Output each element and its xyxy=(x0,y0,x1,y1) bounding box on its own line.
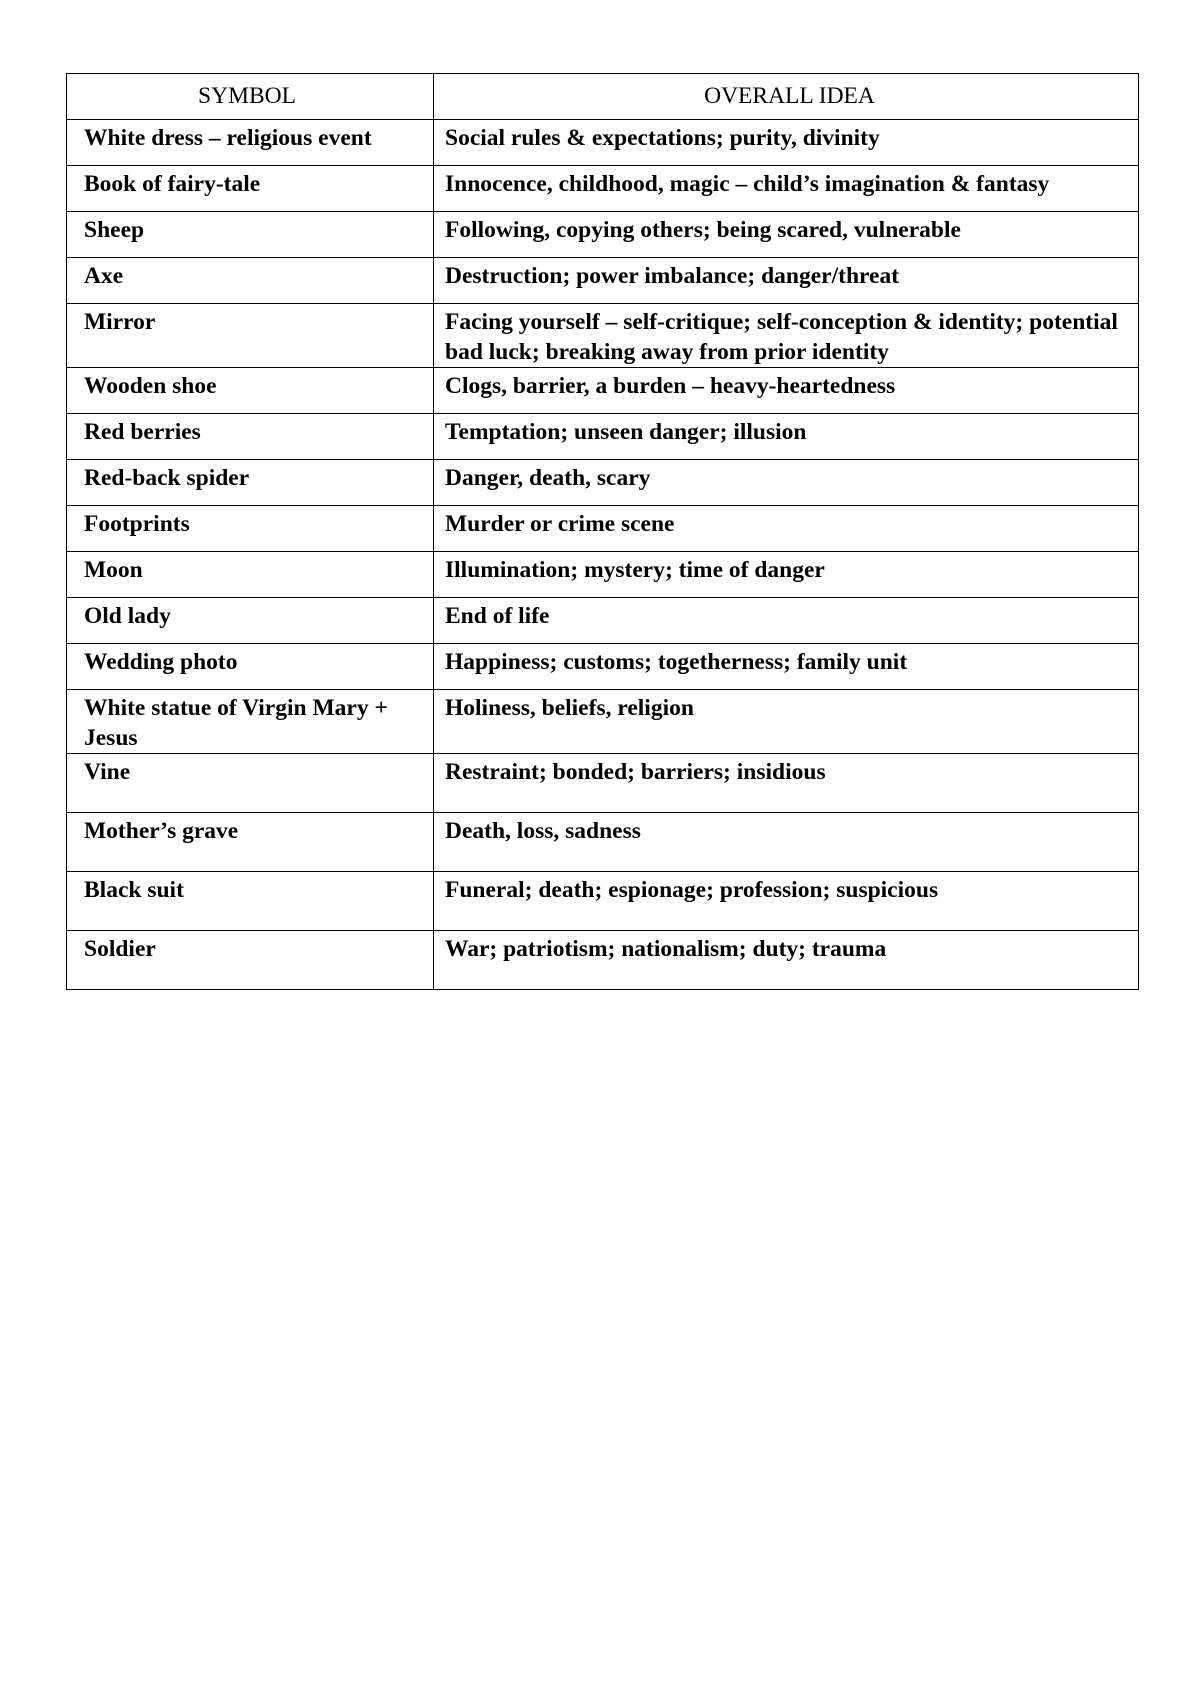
table-row xyxy=(67,598,1139,644)
symbol-cell: Vine xyxy=(67,754,434,813)
symbol-cell: Black suit xyxy=(67,872,434,931)
idea-cell: Restraint; bonded; barriers; insidious xyxy=(434,754,1139,813)
table-row xyxy=(67,120,1139,166)
idea-cell: Funeral; death; espionage; profession; suspicious xyxy=(434,872,1139,931)
table-row xyxy=(67,931,1139,990)
symbol-cell: Axe xyxy=(67,258,434,304)
table-row xyxy=(67,304,1139,368)
symbol-cell: Sheep xyxy=(67,212,434,258)
table-row xyxy=(67,690,1139,754)
idea-cell: Illumination; mystery; time of danger xyxy=(434,552,1139,598)
idea-cell: Destruction; power imbalance; danger/threat xyxy=(434,258,1139,304)
symbol-cell: Soldier xyxy=(67,931,434,990)
table-row xyxy=(67,258,1139,304)
idea-cell: Danger, death, scary xyxy=(434,460,1139,506)
idea-cell: Murder or crime scene xyxy=(434,506,1139,552)
idea-cell: Facing yourself – self-critique; self-conception & identity; potential bad luck; breaking away from prior identity xyxy=(434,304,1139,368)
symbol-table xyxy=(66,73,1139,990)
idea-cell: War; patriotism; nationalism; duty; trauma xyxy=(434,931,1139,990)
header-symbol: SYMBOL xyxy=(67,74,434,120)
header-overall-idea: OVERALL IDEA xyxy=(434,74,1139,120)
table-row xyxy=(67,754,1139,813)
symbol-cell: Moon xyxy=(67,552,434,598)
symbol-cell: Red-back spider xyxy=(67,460,434,506)
symbol-cell: Red berries xyxy=(67,414,434,460)
idea-cell: Following, copying others; being scared, vulnerable xyxy=(434,212,1139,258)
symbol-cell: Book of fairy-tale xyxy=(67,166,434,212)
symbol-cell: Old lady xyxy=(67,598,434,644)
table-row xyxy=(67,368,1139,414)
table-row xyxy=(67,506,1139,552)
table-row xyxy=(67,872,1139,931)
idea-cell: Clogs, barrier, a burden – heavy-heartedness xyxy=(434,368,1139,414)
symbol-cell: Mother’s grave xyxy=(67,813,434,872)
idea-cell: Death, loss, sadness xyxy=(434,813,1139,872)
symbol-cell: Footprints xyxy=(67,506,434,552)
symbol-cell: White dress – religious event xyxy=(67,120,434,166)
symbol-cell: Mirror xyxy=(67,304,434,368)
idea-cell: Social rules & expectations; purity, divinity xyxy=(434,120,1139,166)
idea-cell: Holiness, beliefs, religion xyxy=(434,690,1139,754)
table-row xyxy=(67,552,1139,598)
table-row xyxy=(67,813,1139,872)
idea-cell: Temptation; unseen danger; illusion xyxy=(434,414,1139,460)
idea-cell: Happiness; customs; togetherness; family unit xyxy=(434,644,1139,690)
idea-cell: Innocence, childhood, magic – child’s imagination & fantasy xyxy=(434,166,1139,212)
table-row xyxy=(67,460,1139,506)
idea-cell: End of life xyxy=(434,598,1139,644)
table-row xyxy=(67,414,1139,460)
symbol-cell: White statue of Virgin Mary + Jesus xyxy=(67,690,434,754)
table-row xyxy=(67,212,1139,258)
symbol-cell: Wedding photo xyxy=(67,644,434,690)
table-row xyxy=(67,166,1139,212)
symbol-cell: Wooden shoe xyxy=(67,368,434,414)
table-header-row xyxy=(67,74,1139,120)
table-row xyxy=(67,644,1139,690)
